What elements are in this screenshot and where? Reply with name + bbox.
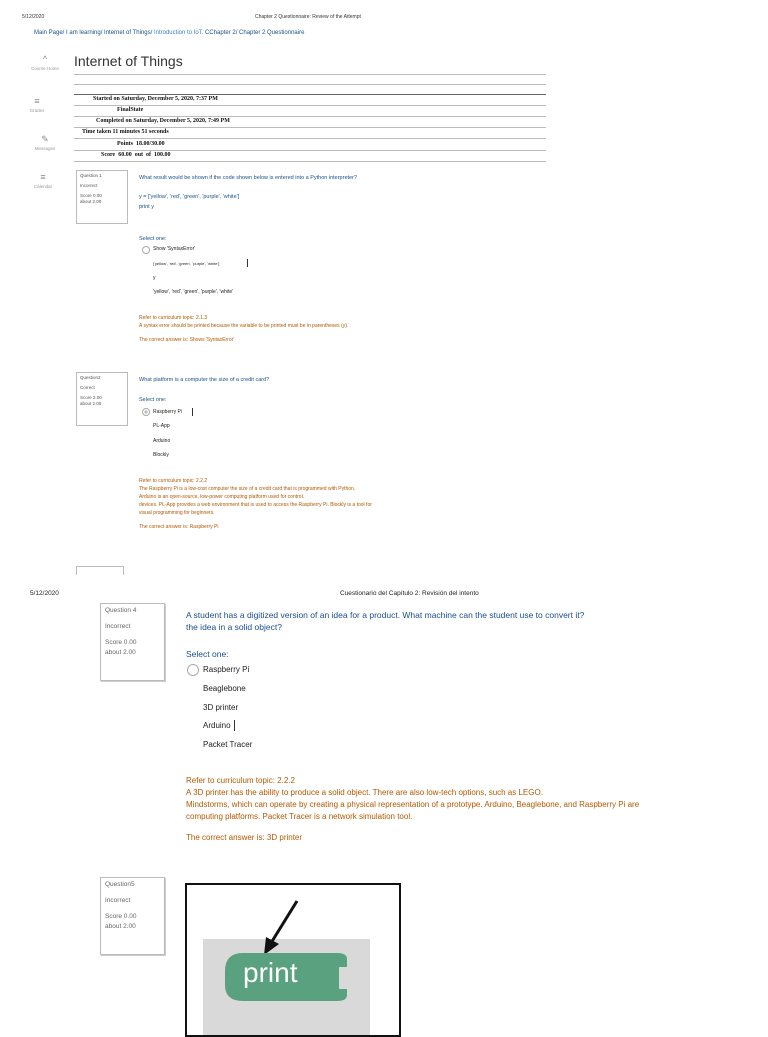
feedback-text: The Raspberry Pi is a low-cost computer the size of a credit card that is programmed with Python. (139, 486, 356, 492)
calendar-icon: ≡ (40, 172, 46, 182)
feedback-topic: Refer to curriculum topic: 2.2.2 (139, 478, 208, 484)
answer-option[interactable]: Show 'SyntaxError' (153, 246, 196, 252)
print-date: 5/12/2020 (30, 590, 59, 597)
summary-completed: Completed on Saturday, December 5, 2020, 7:49 PM (96, 118, 230, 124)
question-number: Question 4 (105, 607, 137, 614)
answer-radio-selected[interactable] (142, 408, 150, 416)
question-info-box (100, 603, 165, 681)
question-max-score: about 2.00 (105, 923, 136, 930)
answer-option[interactable]: Arduino (153, 438, 171, 444)
sidebar-item-messages[interactable] (30, 134, 60, 151)
question-number: Question 1 (80, 173, 102, 178)
sidebar-item-grades[interactable] (22, 96, 52, 113)
question-info-box (100, 877, 165, 955)
answer-option[interactable]: y (153, 275, 156, 281)
grades-icon: ≡ (34, 96, 40, 106)
answer-option[interactable]: 'yellow', 'red', 'green', 'purple', 'white' (153, 289, 234, 295)
question-info-box (76, 170, 128, 224)
breadcrumb-link-intro[interactable]: Introduction to IoT. (153, 30, 204, 36)
question-status: Correct (80, 385, 95, 390)
summary-score: Score 60.00 out of 100.00 (101, 152, 171, 158)
question-score: Score 2.00 (80, 395, 102, 400)
sidebar-item-label: Calendar (33, 184, 53, 189)
feedback-topic: Refer to curriculum topic: 2.2.2 (186, 776, 295, 785)
question-max-score: about 2.00 (105, 649, 136, 656)
feedback-text: Mindstorms, which can operate by creating a physical representation of a prototype. Arduino, Beaglebone, and Raspberry Pi are (186, 800, 640, 809)
question-image (185, 883, 401, 1037)
arrow-line (271, 901, 297, 943)
answer-option[interactable]: Arduino (203, 721, 231, 730)
select-one-label: Select one: (139, 397, 167, 403)
question-text: the idea in a solid object? (186, 622, 282, 632)
question-number: Question2 (80, 375, 101, 380)
breadcrumb-link-chapter[interactable]: CChapter 2/ Chapter 2 Questionnaire (205, 30, 305, 36)
feedback-text: visual programming for beginners. (139, 510, 215, 516)
pencil-icon: ✎ (41, 134, 49, 144)
answer-option[interactable]: PL-App (153, 423, 170, 429)
question-status: Incorrect (105, 897, 131, 904)
answer-option[interactable]: 3D printer (203, 703, 239, 712)
question-text: What result would be shown if the code shown below is entered into a Python interpreter? (139, 175, 357, 181)
select-one-label: Select one: (186, 649, 229, 659)
question-score: Score 0.00 (105, 639, 137, 646)
question-max-score: about 2.00 (80, 401, 102, 406)
feedback-text: devices. PL-App provides a web environment that is used to access the Raspberry Pi. Blockly is a tool for (139, 502, 372, 508)
answer-option[interactable]: Beaglebone (203, 684, 246, 693)
sidebar-item-calendar[interactable] (28, 172, 58, 189)
answer-option[interactable]: ['yellow', 'red', 'green', 'purple', 'white'] (153, 261, 220, 266)
feedback-text: computing platforms. Packet Tracer is a network simulation tool. (186, 812, 413, 821)
feedback-topic: Refer to curriculum topic: 2.1.3 (139, 315, 208, 321)
question-score: Score 0.00 (105, 913, 137, 920)
print-block-label: print (243, 957, 298, 988)
correct-answer: The correct answer is: Shows 'SyntaxError' (139, 337, 235, 343)
question-info-box-partial (76, 566, 124, 575)
feedback-text: Arduino is an open-source, low-power computing platform used for control. (139, 494, 305, 500)
summary-started: Started on Saturday, December 5, 2020, 7:37 PM (93, 96, 218, 102)
sidebar-item-label: Grades (29, 108, 45, 113)
question-text: What platform is a computer the size of a credit card? (139, 377, 270, 383)
question-score: Score 0.00 (80, 193, 102, 198)
print-title: Cuestionario del Capítulo 2: Revisión del intento (340, 590, 479, 597)
breadcrumb (34, 30, 304, 36)
answer-radio[interactable] (187, 664, 199, 676)
correct-answer: The correct answer is: 3D printer (186, 833, 303, 842)
correct-answer: The correct answer is: Raspberry Pi (139, 524, 219, 530)
question-text: A student has a digitized version of an idea for a product. What machine can the student use to convert it? (186, 610, 585, 620)
code-line: y = ['yellow', 'red', 'green', 'purple', 'white'] (139, 194, 240, 200)
feedback-text: A 3D printer has the ability to produce a solid object. There are also low-tech options, such as LEGO. (186, 788, 543, 797)
question-status: Incorrect (105, 623, 131, 630)
chevron-up-icon: ^ (42, 54, 48, 64)
breadcrumb-link-main[interactable]: Main Page/ I am learning/ Internet of Things/ (34, 30, 153, 36)
summary-points: Points 18.00/30.00 (117, 141, 165, 147)
answer-option[interactable]: Blockly (153, 452, 169, 458)
print-title: Chapter 2 Questionnaire: Review of the Attempt (255, 14, 361, 20)
summary-time-taken: Time taken 11 minutes 51 seconds (82, 129, 169, 135)
question-number: Question5 (105, 881, 135, 888)
select-one-label: Select one: (139, 236, 167, 242)
answer-option[interactable]: Packet Tracer (203, 740, 253, 749)
answer-option[interactable]: Raspberry Pi (203, 665, 250, 674)
sidebar-item-label: Course Home (31, 66, 59, 71)
feedback-text: A syntax error should be printed because the variable to be printed must be in parentheses (y). (139, 323, 349, 329)
code-line: print y (139, 204, 154, 210)
question-status: Incorrect (80, 183, 98, 188)
question-info-box (76, 372, 128, 426)
question-max-score: about 2.00 (80, 199, 102, 204)
sidebar-item-course-home[interactable] (30, 54, 60, 71)
print-date: 5/12/2020 (22, 14, 45, 20)
answer-option[interactable]: Raspberry Pi (153, 409, 182, 415)
summary-state: FinalState (117, 107, 144, 113)
sidebar-item-label: Messages (34, 146, 56, 151)
page-title: Internet of Things (74, 53, 183, 69)
answer-radio[interactable] (142, 246, 150, 254)
